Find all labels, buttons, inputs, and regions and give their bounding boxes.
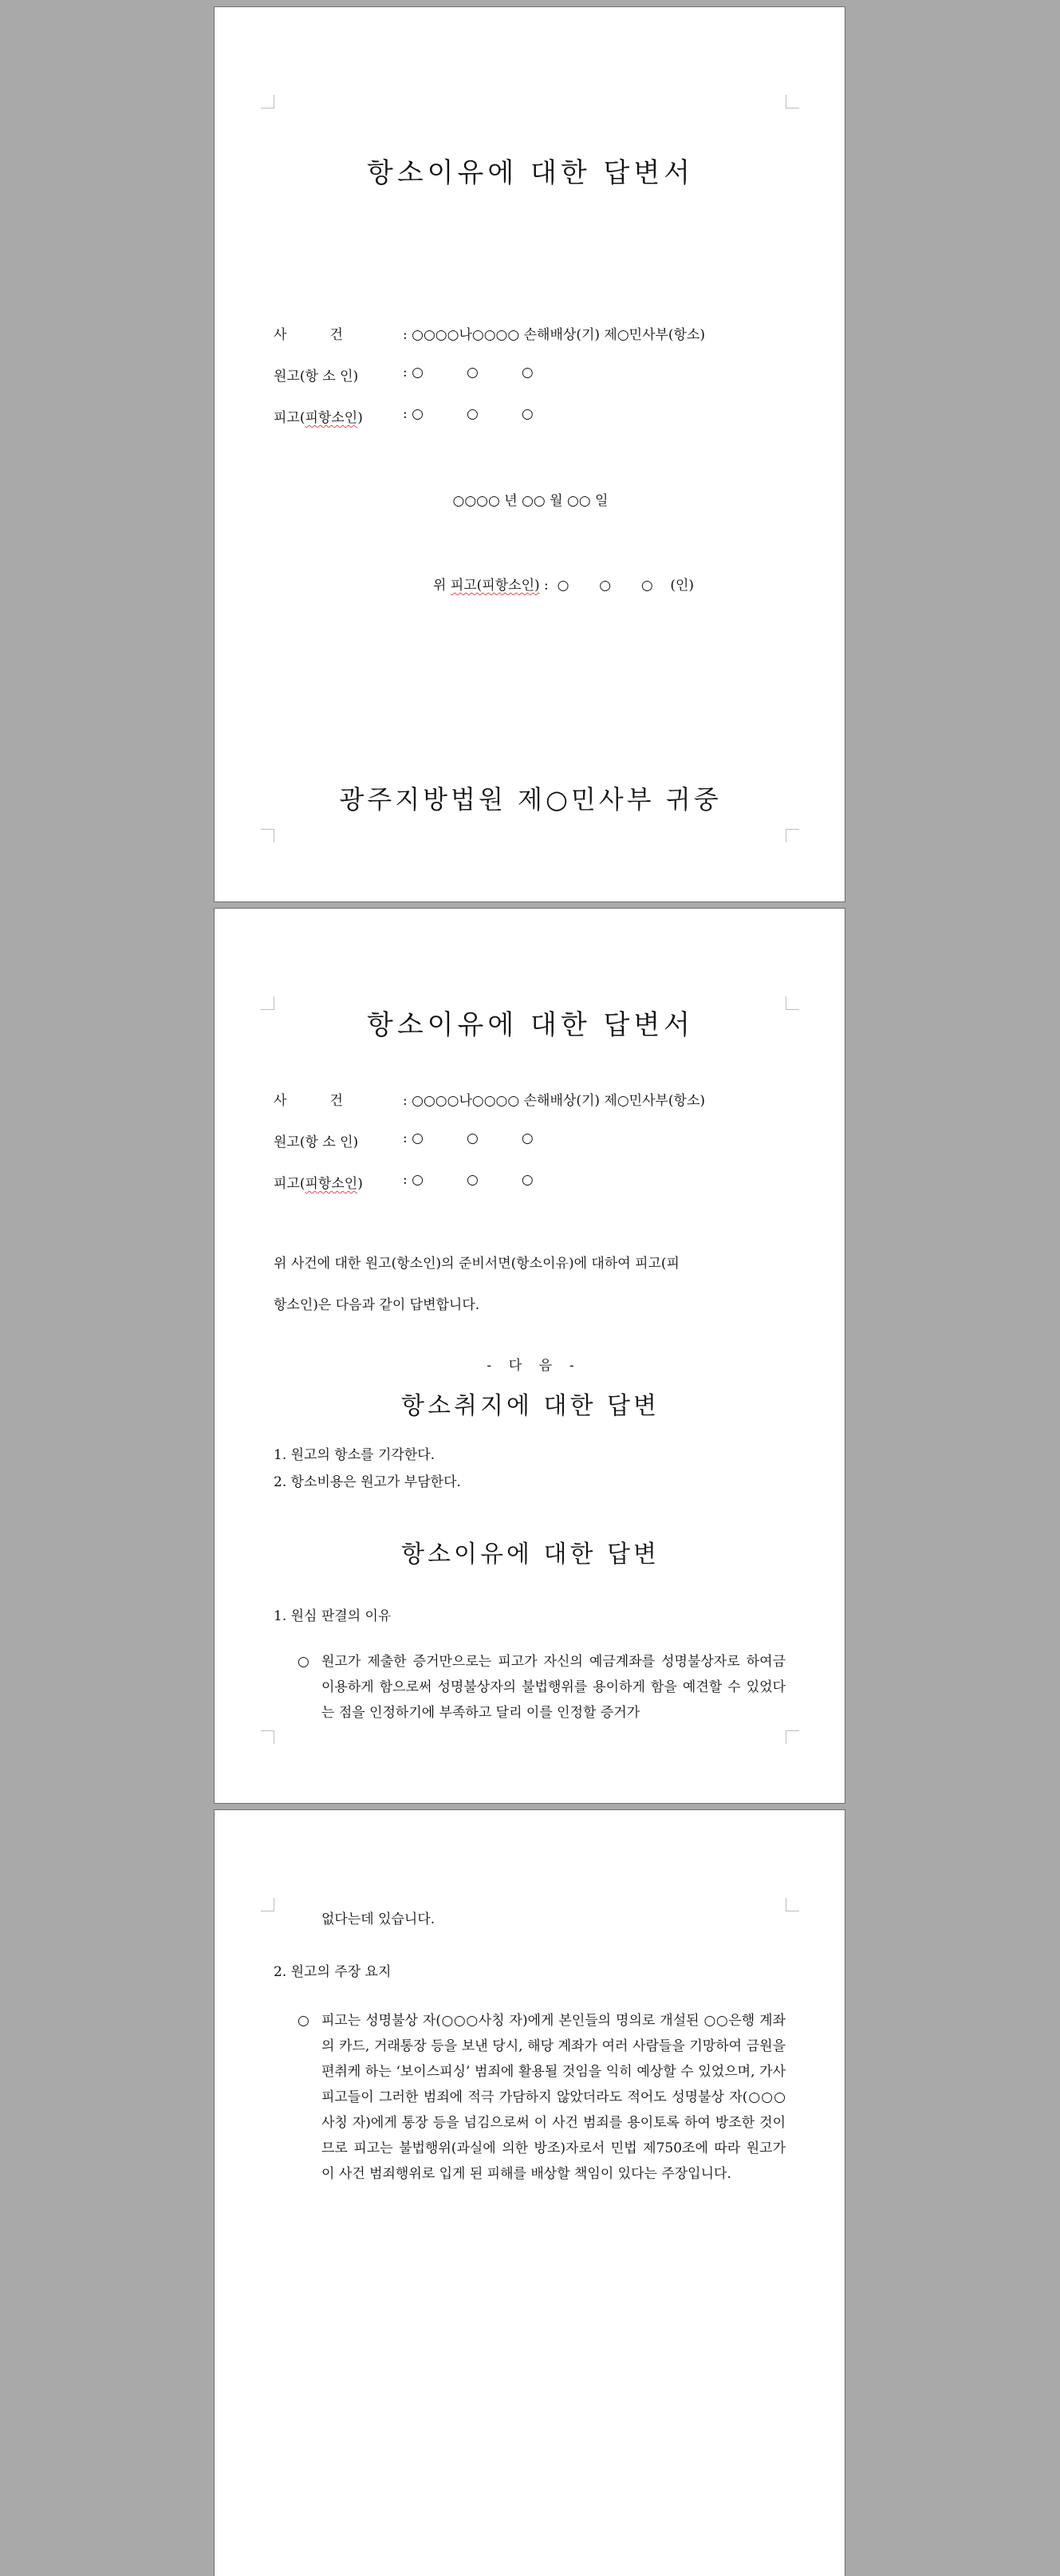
crop-mark — [261, 829, 274, 842]
page-1 — [214, 6, 845, 902]
crop-mark — [786, 1898, 799, 1911]
crop-mark — [261, 95, 274, 108]
bullet-icon: ○ — [298, 2013, 309, 2029]
crop-mark — [786, 95, 799, 108]
intro-line-2: 항소인)은 다음과 같이 답변합니다. — [274, 1297, 480, 1313]
subsection-2-paragraph: 피고는 성명불상 자(○○○사칭 자)에게 본인들의 명의로 개설된 ○○은행 계좌의 카드, 거래통장 등을 보낸 당시, 해당 계좌가 여러 사람들을 기망하여 금원을 편취케 하는 ‘보이스피싱’ 범죄에 활용될 것임을 익히 예상할 수 있었으며, 가사 피고들이 그러한 범죄에 적극 가담하지 않았더라도 적어도 성명불상 자(○○○ 사칭 자)에게 통장 등을 넘김으로써 이 사건 범죄를 용이토록 하여 방조한 것이므로 피고는 불법행위(과실에 의한 방조)자로서 민법 제750조에 따라 원고가 이 사건 범죄행위로 입게 된 피해를 배상할 책임이 있다는 주장입니다. — [321, 2013, 786, 2182]
subsection-1-paragraph: 원고가 제출한 증거만으로는 피고가 자신의 예금계좌를 성명불상자로 하여금 이용하게 함으로써 성명불상자의 불법행위를 용이하게 함을 예견할 수 있었다는 점을 인정하기에 부족하고 달리 이를 인정할 증거가 — [321, 1654, 786, 1721]
defendant-label — [274, 406, 363, 426]
plaintiff-value: : ○ ○ ○ — [403, 365, 534, 381]
crop-mark — [786, 829, 799, 842]
plaintiff-label: 원고(항 소 인) — [274, 369, 359, 385]
signer-prefix: 위 — [433, 578, 451, 594]
crop-mark — [261, 1730, 274, 1744]
document-date: ○○○○ 년 ○○ 월 ○○ 일 — [452, 493, 609, 509]
subsection-1-paragraph-end: 없다는데 있습니다. — [321, 1911, 435, 1927]
crop-mark — [261, 1898, 274, 1911]
case-label: 사 건 — [274, 1093, 343, 1109]
plaintiff-value: : ○ ○ ○ — [403, 1130, 534, 1146]
case-value: : ○○○○나○○○○ 손해배상(기) 제○민사부(항소) — [403, 1093, 706, 1109]
page-2 — [214, 908, 845, 1804]
crop-mark — [786, 1730, 799, 1744]
plaintiff-label: 원고(항 소 인) — [274, 1134, 359, 1150]
defendant-label-prefix: 피고( — [274, 1176, 305, 1192]
document-title: 항소이유에 대한 답변서 — [366, 157, 695, 189]
case-value: : ○○○○나○○○○ 손해배상(기) 제○민사부(항소) — [403, 327, 706, 343]
next-marker: - 다 음 - — [487, 1358, 574, 1374]
defendant-label-suffix: ) — [357, 1176, 363, 1192]
intro-line-1: 위 사건에 대한 원고(항소인)의 준비서면(항소이유)에 대하여 피고(피 — [274, 1256, 680, 1272]
subsection-2-title: 2. 원고의 주장 요지 — [274, 1964, 392, 1980]
defendant-label — [274, 1172, 363, 1192]
defendant-value: : ○ ○ ○ — [403, 1172, 534, 1188]
signer-line — [433, 574, 694, 594]
answer-item-1: 1. 원고의 항소를 기각한다. — [274, 1447, 435, 1463]
defendant-label-underlined: 피항소인 — [305, 410, 358, 426]
defendant-value: : ○ ○ ○ — [403, 406, 534, 422]
document-title: 항소이유에 대한 답변서 — [366, 1009, 695, 1041]
signer-party: 피고(피항소인) — [450, 578, 540, 594]
subsection-1-title: 1. 원심 판결의 이유 — [274, 1608, 392, 1624]
bullet-icon: ○ — [298, 1654, 309, 1670]
signer-seal: : ○ ○ ○ (인) — [539, 578, 695, 594]
section-appeal-reason-title: 항소이유에 대한 답변 — [401, 1540, 660, 1568]
defendant-label-underlined: 피항소인 — [305, 1176, 358, 1192]
court-addressee: 광주지방법원 제○민사부 귀중 — [339, 784, 722, 815]
section-appeal-purpose-title: 항소취지에 대한 답변 — [401, 1392, 660, 1420]
answer-item-2: 2. 항소비용은 원고가 부담한다. — [274, 1474, 461, 1490]
page-3 — [214, 1809, 845, 2576]
defendant-label-suffix: ) — [357, 410, 363, 426]
defendant-label-prefix: 피고( — [274, 410, 305, 426]
case-label: 사 건 — [274, 327, 343, 343]
